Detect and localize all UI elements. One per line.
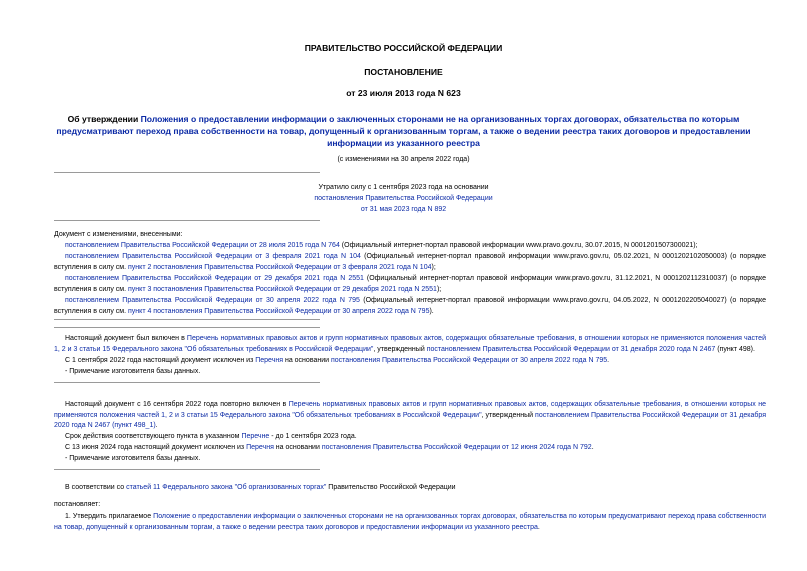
body-text: В соответствии со — [65, 484, 127, 491]
amendment-effect-link[interactable]: пункт 3 постановления Правительства Российской Федерации от 29 декабря 2021 года N 2551 — [128, 285, 437, 293]
note-text: . — [155, 422, 158, 429]
amendment-item — [54, 241, 766, 252]
decree-word: постановляет: — [54, 501, 101, 508]
perechen-link[interactable]: Перечень нормативных правовых актов и групп нормативных правовых актов, содержащих обязательные требования, в отношении которых не применяются положения частей 1, 2 и 3 статьи 15 Федерального закона "Об обязательных требованиях в Российской Федерации" — [54, 401, 766, 419]
law-link[interactable]: статьей 11 Федерального закона "Об организованных торгах" — [126, 484, 327, 491]
amendment-end: ); — [431, 263, 436, 271]
body-text: . — [537, 523, 540, 531]
expired-line: Утратило силу с 1 сентября 2023 года на основании — [318, 184, 489, 191]
amendment-end: ); — [436, 285, 442, 293]
amendment-end: ). — [429, 307, 434, 315]
divider — [54, 469, 320, 470]
amendment-link[interactable]: постановлением Правительства Российской Федерации от 28 июля 2015 года N 764 — [65, 242, 340, 249]
document-date-number: от 23 июля 2013 года N 623 — [346, 88, 461, 98]
changes-note: (с изменениями на 30 апреля 2022 года) — [337, 156, 470, 163]
amendment-link[interactable]: постановлением Правительства Российской Федерации от 29 декабря 2021 года N 2551 — [65, 275, 364, 282]
exclusion-note — [65, 443, 594, 454]
government-heading: ПРАВИТЕЛЬСТВО РОССИЙСКОЙ ФЕДЕРАЦИИ — [304, 43, 503, 53]
amendment-text: (Официальный интернет-портал правовой информации www.pravo.gov.ru, 04.05.2022, N 0001202205040027) (о порядке вступления в силу см. — [54, 297, 767, 315]
note-text: на основании — [273, 444, 322, 451]
exclusion-note — [65, 356, 609, 367]
perechen-link[interactable]: Перечня — [246, 444, 274, 451]
note-text: Срок действия соответствующего пункта в указанном — [65, 433, 242, 440]
basis-paragraph — [65, 483, 456, 494]
inclusion-note — [54, 334, 766, 355]
amendment-item — [54, 252, 766, 273]
perechen-link[interactable]: Перечень нормативных правовых актов и групп нормативных правовых актов, содержащих обязательные требования, в отношении которых не применяются положения частей 1, 2 и 3 статьи 15 Федерального закона "Об обязательных требованиях в Российской Федерации" — [54, 335, 766, 353]
note-text: на основании — [283, 357, 331, 364]
document-title — [48, 113, 759, 149]
producer-note: - Примечание изготовителя базы данных. — [65, 455, 201, 462]
note-text: , утвержденный — [481, 411, 536, 419]
clause-1 — [54, 512, 766, 533]
note-text: Настоящий документ был включен в — [65, 335, 187, 342]
body-text: 1. Утвердить прилагаемое — [65, 513, 154, 520]
note-text: Настоящий документ с 16 сентября 2022 года повторно включен в — [65, 401, 289, 408]
amendment-link[interactable]: постановлением Правительства Российской Федерации от 3 февраля 2021 года N 104 — [65, 253, 361, 260]
note-text: - до 1 сентября 2023 года. — [269, 433, 357, 440]
document-type: ПОСТАНОВЛЕНИЕ — [364, 67, 443, 77]
amendments-heading: Документ с изменениями, внесенными: — [54, 231, 183, 238]
perechen-link[interactable]: Перечне — [241, 433, 270, 440]
title-link[interactable]: Положения о предоставлении информации о заключенных сторонами не на организованных торгах договорах, обязательства по которым предусматривают переход права собственности на товар, допущенный к организованным торгам, а также о ведении реестра таких договоров и предоставлении информации из указанного реестра — [56, 114, 751, 148]
resolution-link[interactable]: постановлением Правительства Российской Федерации от 31 декабря 2020 года N 2467 (пункт 498_1) — [54, 411, 766, 429]
note-text: . — [607, 357, 610, 364]
expired-link-1[interactable]: постановления Правительства Российской Федерации — [314, 195, 493, 202]
note-text: С 13 июня 2024 года настоящий документ исключен из — [65, 444, 247, 451]
divider — [54, 172, 320, 173]
note-text: С 1 сентября 2022 года настоящий документ исключен из — [65, 357, 256, 364]
expired-link-2[interactable]: от 31 мая 2023 года N 892 — [360, 206, 447, 213]
regulation-link[interactable]: Положение о предоставлении информации о заключенных сторонами не на организованных торгах договорах, обязательства по которым предусматривают переход права собственности на товар, допущенный к организованным торгам, а также о ведении реестра таких договоров и предоставлении информации из указанного реестра — [54, 513, 766, 531]
divider — [54, 382, 320, 383]
resolution-link[interactable]: постановления Правительства Российской Федерации от 30 апреля 2022 года N 795 — [330, 357, 608, 364]
producer-note: - Примечание изготовителя базы данных. — [65, 368, 201, 375]
amendment-effect-link[interactable]: пункт 4 постановления Правительства Российской Федерации от 30 апреля 2022 года N 795 — [128, 307, 430, 315]
amendment-text: (Официальный интернет-портал правовой информации www.pravo.gov.ru, 05.02.2021, N 0001202102050003) (о порядке вступления в силу см. — [54, 253, 766, 271]
note-text: . — [591, 444, 594, 451]
reinclusion-note — [54, 400, 766, 432]
perechen-link[interactable]: Перечня — [255, 357, 284, 364]
title-prefix: Об утверждении — [67, 114, 141, 124]
resolution-link[interactable]: постановления Правительства Российской Федерации от 12 июня 2024 года N 792 — [321, 444, 592, 451]
body-text: Правительство Российской Федерации — [326, 484, 456, 491]
note-text: (пункт 498). — [715, 345, 755, 353]
amendment-item — [54, 296, 766, 317]
divider — [54, 319, 320, 320]
amendment-effect-link[interactable]: пункт 2 постановления Правительства Российской Федерации от 3 февраля 2021 года N 104 — [128, 263, 432, 271]
amendment-link[interactable]: постановлением Правительства Российской Федерации от 30 апреля 2022 года N 795 — [65, 297, 360, 304]
divider — [54, 327, 320, 328]
divider — [54, 220, 320, 221]
validity-note — [65, 432, 357, 443]
resolution-link[interactable]: постановлением Правительства Российской Федерации от 31 декабря 2020 года N 2467 — [426, 345, 716, 353]
amendment-text: (Официальный интернет-портал правовой информации www.pravo.gov.ru, 30.07.2015, N 0001201507300021); — [339, 242, 698, 249]
amendment-text: (Официальный интернет-портал правовой информации www.pravo.gov.ru, 31.12.2021, N 0001202112310037) (о порядке вступления в силу см. — [54, 275, 767, 293]
note-text: , утвержденный — [373, 345, 427, 353]
amendment-item — [54, 274, 766, 295]
